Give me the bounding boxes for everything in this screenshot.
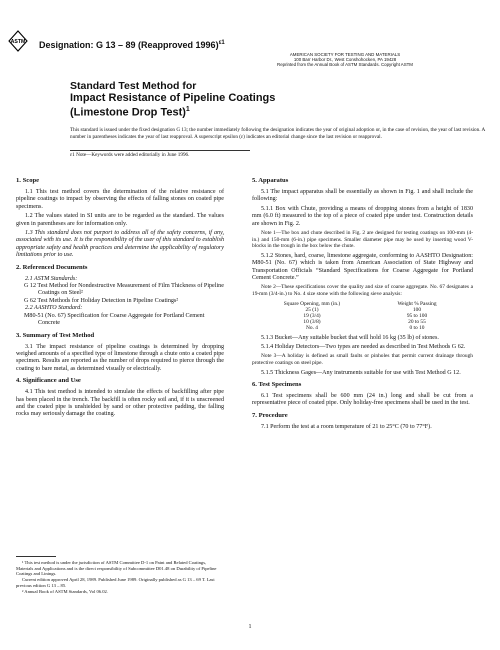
society-line: Reprinted from the Annual Book of ASTM Standards. Copyright ASTM	[277, 62, 413, 68]
society-line: 100 Barr Harbor Dr., West Conshohocken, PA 19428	[293, 57, 397, 63]
note: Note 1—The box and chute described in Fig. 2 are designed for testing coatings on 100-mm (4-in.) and 150-mm (6-in.) pipe specimens. Smaller diameter pipe may be used by inserting wood V-blocks in the trough in the box below the chute.	[252, 230, 473, 250]
society-address	[220, 52, 470, 68]
paragraph: 6.1 Test specimens shall be 600 mm (24 in.) long and shall be cut from a representative piece of coated pipe. Only holiday-free specimens shall be used in the test.	[252, 393, 473, 407]
astm-logo-icon	[8, 30, 28, 52]
table-cell: 95 to 100	[406, 313, 428, 320]
subsection-label: 2.2 AASHTO Standard:	[25, 305, 83, 312]
section-heading: 6. Test Specimens	[252, 381, 302, 389]
paragraph: 4.1 This test method is intended to simulate the effects of backfilling after pipe has been placed in the trench. The backfill is often rocky soil and, if it is unscreened and the coated pipe is unshielded by sand or other protective padding, the falling rocks may seriously damage the coating.	[16, 389, 224, 418]
issuance-statement: This standard is issued under the fixed designation G 13; the number immediately following the designation indicates the year of original adoption or, in the case of revision, the year of last revision. A number in parentheses indicates the year of last reapproval. A superscript epsilon (ε) indicates an editorial change since the last revision or reapproval.	[70, 127, 485, 140]
table-cell: 10 (3/8)	[303, 319, 321, 326]
footnote: ¹ This test method is under the jurisdiction of ASTM Committee D-1 on Paint and Related Coatings, Materials and Applications and is the direct responsibility of Subcommittee D01.48 on Durability of Pipeline Coatings and Linings.	[16, 560, 217, 577]
table-cell: 100	[412, 306, 422, 313]
table-cell: 20 to 55	[408, 319, 426, 326]
title-line-3-text: (Limestone Drop Test)	[70, 106, 186, 119]
subsection-label: 2.1 ASTM Standards:	[25, 275, 78, 282]
footnotes	[16, 560, 224, 594]
safety-paragraph: 1.3 This standard does not purport to address all of the safety concerns, if any, associated with its use. It is the responsibility of the user of this standard to establish appropriate safety and health practices and determine the applicability of regulatory limitations prior to use.	[16, 230, 224, 259]
reference-item: M80-51 (No. 67) Specification for Coarse Aggregate for Portland Cement Concrete	[24, 312, 205, 327]
divider	[70, 150, 250, 151]
footnote-divider	[16, 556, 56, 557]
note: Note 2—These specifications cover the quality and size of coarse aggregate. No. 67 designates a 19-mm (3/4-in.) to No. 4 size stone with the following sieve analysis:	[252, 284, 473, 298]
title-line-3	[70, 104, 275, 119]
table-cell: No. 4	[306, 325, 318, 332]
paragraph: 5.1 The impact apparatus shall be essentially as shown in Fig. 1 and shall include the following:	[252, 189, 473, 203]
document-title	[70, 80, 275, 119]
right-column	[252, 173, 473, 433]
table-header-cell: Square Opening, mm (in.)	[283, 300, 341, 307]
table-cell: 19 (3/4)	[303, 313, 321, 320]
paragraph: 7.1 Perform the test at a room temperature of 21 to 25°C (70 to 77°F).	[261, 423, 432, 430]
paragraph: 5.1.3 Bucket—Any suitable bucket that will hold 16 kg (35 lb) of stones.	[261, 334, 439, 341]
editorial-note: ε1 Note—Keywords were added editorially in June 1996.	[70, 152, 190, 158]
svg-text:ASTM: ASTM	[10, 39, 26, 45]
section-heading: 5. Apparatus	[252, 177, 289, 184]
title-footnote-mark: 1	[185, 106, 190, 113]
designation-text: Designation: G 13 – 89 (Reapproved 1996)	[39, 40, 219, 50]
paragraph: 1.1 This test method covers the determination of the relative resistance of pipeline coatings to impact by observing the effects of falling stones on coated pipe specimens.	[16, 189, 224, 210]
paragraph: 5.1.1 Box with Chute, providing a means of dropping stones from a height of 1830 mm (6.0 ft) measured to the top of a piece of coated pipe under test. Construction details are shown in Fig. 2.	[252, 205, 473, 227]
designation	[39, 38, 225, 50]
title-line-1: Standard Test Method for	[70, 80, 197, 92]
section-heading: 1. Scope	[16, 177, 40, 184]
section-heading: 3. Summary of Test Method	[16, 331, 95, 339]
section-heading: 4. Significance and Use	[16, 377, 81, 385]
table-cell: 0 to 10	[409, 325, 425, 332]
table-cell: 25 (1)	[305, 306, 319, 313]
note: Note 3—A holiday is defined as small faults or pinholes that permit current drainage through protective coatings on steel pipe.	[252, 353, 473, 367]
paragraph: 5.1.2 Stones, hard, coarse, limestone aggregate, conforming to AASHTO Designation: M80-51 (No. 67) which is taken from American Association of State Highway and Transportation Officials “Standard Specifications for Coarse Aggregate for Portland Cement Concrete.”	[252, 252, 473, 282]
section-heading: 7. Procedure	[252, 411, 288, 419]
designation-mark: ε1	[218, 40, 225, 46]
table-row	[272, 325, 462, 331]
page-number: 1	[248, 624, 252, 630]
society-line: AMERICAN SOCIETY FOR TESTING AND MATERIALS	[289, 52, 401, 57]
footnote: Current edition approved April 28, 1989. Published June 1989. Originally published as G 13 – 69 T. Last previous edition G 13 – 85.	[16, 577, 215, 588]
title-line-2: Impact Resistance of Pipeline Coatings	[70, 92, 276, 104]
paragraph: 1.2 The values stated in SI units are to be regarded as the standard. The values given in parentheses are for information only.	[16, 213, 224, 227]
paragraph: 3.1 The impact resistance of pipeline coatings is determined by dropping weighed amounts of a specified type of limestone through a chute onto a coated pipe specimen. Results are reported as the number of drops required to pierce through the coating to bare metal, as determined visually or electrically.	[16, 343, 224, 372]
left-column	[16, 173, 224, 421]
footnote: ² Annual Book of ASTM Standards, Vol 06.02.	[22, 588, 108, 594]
paragraph: 5.1.5 Thickness Gages—Any instruments suitable for use with Test Method G 12.	[261, 369, 461, 376]
table-header-cell: Weight % Passing	[397, 300, 437, 307]
reference-item: G 62 Test Methods for Holiday Detection in Pipeline Coatings²	[24, 297, 179, 304]
section-heading: 2. Referenced Documents	[16, 263, 88, 271]
sieve-analysis-table	[272, 301, 462, 332]
reference-item: G 12 Test Method for Nondestructive Measurement of Film Thickness of Pipeline Coatings on Steel²	[24, 283, 224, 297]
paragraph: 5.1.4 Holiday Detectors—Two types are needed as described in Test Methods G 62.	[261, 344, 466, 351]
